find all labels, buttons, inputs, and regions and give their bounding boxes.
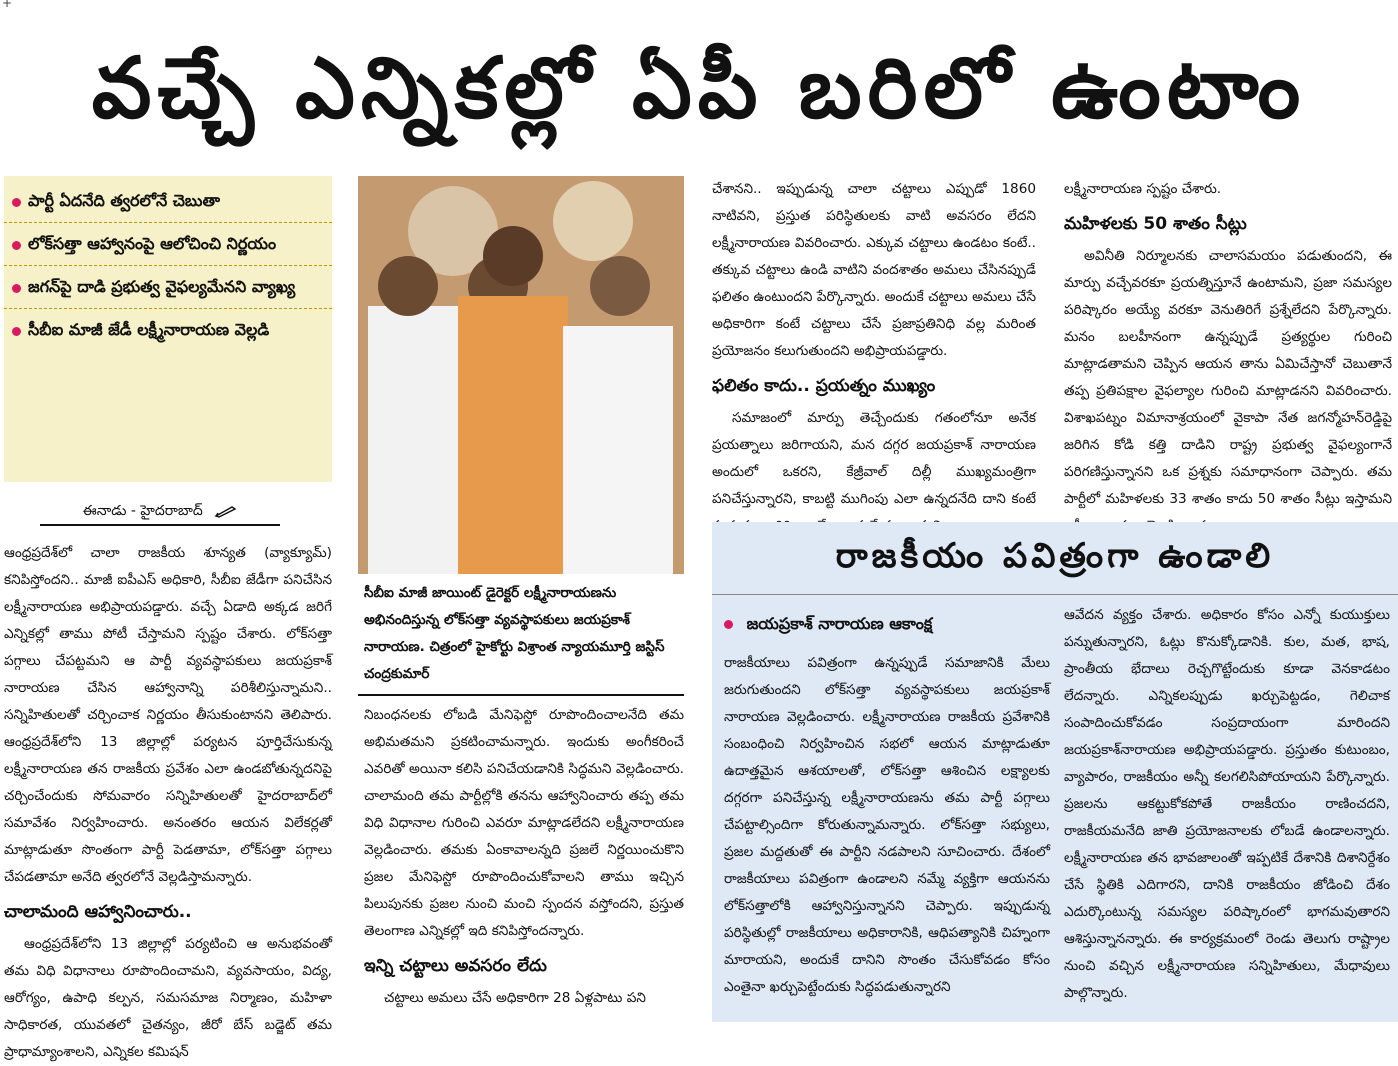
highlights-box — [4, 176, 332, 482]
highlight-item — [4, 180, 332, 223]
subheading: మహిళలకు 50 శాతం సీట్లు — [1064, 214, 1247, 234]
subheading: ఇన్ని చట్టాలు అవసరం లేదు — [364, 956, 547, 976]
photo-caption: సీబీఐ మాజీ జాయింట్ డైరెక్టర్ లక్ష్మీనారాయణను అభినందిస్తున్న లోక్‌సత్తా వ్యవస్థాపకులు జయప్రకాశ్ నారాయణ. చిత్రంలో హైకోర్టు విశ్రాంత న్యాయమూర్తి జస్టిస్ చంద్రకుమార్ — [364, 585, 665, 682]
highlight-item — [4, 223, 332, 266]
subheading: చాలామంది ఆహ్వానించారు.. — [4, 902, 192, 922]
article-column-2 — [364, 702, 684, 1022]
corner-mark: + — [2, 0, 13, 10]
box-column-2 — [1064, 602, 1390, 1020]
headline: వచ్చే ఎన్నికల్లో ఏపీ బరిలో ఉంటాం — [91, 39, 1307, 137]
highlight-text: పార్టీ ఏదనేది త్వరలోనే చెబుతా — [28, 191, 220, 210]
bullet-icon — [724, 620, 733, 629]
highlight-item — [4, 309, 332, 351]
paragraph: అవినీతి నిర్మూలనకు చాలాసమయం పడుతుందని, ఈ మార్పు వచ్చేవరకూ ప్రయత్నిస్తూనే ఉంటామని, ప్రజా సమస్యల పరిష్కారం అయ్యే వరకూ వెనుతిరిగే ప్రశ్నేలేదని పేర్కొన్నారు. మనం బలహీనంగా ఉన్నప్పుడే ప్రత్యర్థుల గురించి మాట్లాడతామని చెప్పిన ఆయన తాను ఏమిచేస్తానో చెబుతానే తప్ప ప్రతిపక్షాల వైఫల్యాల గురించి మాట్లాడనని వివరించారు. విశాఖపట్నం విమానాశ్రయంలో వైకాపా నేత జగన్మోహన్‌రెడ్డిపై జరిగిన కోడి కత్తి దాడిని రాష్ట్ర ప్రభుత్వ వైఫల్యంగానే పరిగణిస్తున్నానని ఒక ప్రశ్నకు సమాధానంగా చెప్పారు. తమ పార్టీలో మహిళలకు 33 శాతం కాదు 50 శాతం సీట్లు ఇస్తామని — [1064, 248, 1392, 507]
paragraph: రాజకీయాలు పవిత్రంగా ఉన్నప్పుడే సమాజానికి మేలు జరుగుతుందని లోక్‌సత్తా వ్యవస్థాపకులు జయప్రకాశ్ నారాయణ వెల్లడించారు. లక్ష్మీనారాయణ రాజకీయ ప్రవేశానికి సంబంధించి నిర్వహించిన సభలో ఆయన మాట్లాడుతూ ఉదాత్తమైన ఆశయాలతో, లోక్‌సత్తా ఆశించిన లక్ష్యాలకు దగ్గరగా పనిచేస్తున్న లక్ష్మీనారాయణను తమ పార్టీ పగ్గాలు చేపట్టాల్సిందిగా కోరుతున్నామన్నారు. లోక్‌సత్తా సభ్యులు, ప్రజల మద్దతుతో ఈ పార్టీని నడపాలని సూచించారు. దేశంలో రాజకీయాలు పవిత్రంగా ఉండాలని నమ్మే వ్యక్తిగా ఆయనను లోక్‌సత్తాలోకి ఆహ్వానిస్తున్నానని చెప్పారు. ఇప్పుడున్న పరిస్థితుల్లో రాజకీయాలు అధికారానికి, ఆధిపత్యానికి చిహ్నంగా మారాయని, అందుకే దానిని సొంతం చేసుకోవడం కోసం ఎంతైనా ఖర్చుపెట్టేందుకు సిద్ధపడుతున్నారని — [724, 655, 1050, 995]
byline-text: ఈనాడు - హైదరాబాద్ — [82, 503, 203, 519]
pen-icon — [215, 505, 237, 517]
article-column-4 — [1064, 176, 1392, 516]
news-photo — [358, 176, 684, 574]
box-column-1 — [724, 650, 1050, 1020]
side-article-box — [712, 522, 1398, 1022]
article-column-3 — [712, 176, 1036, 516]
paragraph: ఆవేదన వ్యక్తం చేశారు. అధికారం కోసం ఎన్నో కుయుక్తులు పన్నుతున్నారని, ఓట్లు కొనుక్కోడానికి. కుల, మత, భాష, ప్రాంతీయ భేదాలు రెచ్చగొట్టేందుకు కూడా వెనకాడటం లేదన్నారు. ఎన్నికలప్పుడు ఖర్చుపెట్టడం, గెలిచాక సంపాదించుకోవడం సంప్రదాయంగా మారిందని జయప్రకాశ్‌నారాయణ అభిప్రాయపడ్డారు. ప్రస్తుతం కుటుంబం, వ్యాపారం, రాజకీయం అన్నీ కలగలిసిపోయాయని పేర్కొన్నారు. ప్రజలను ఆకట్టుకోకపోతే రాజకీయం రాణించదని, రాజకీయమనేది జాతి ప్రయోజనాలకు లోబడే ఉండాలన్నారు. లక్ష్మీనారాయణ తన భావజాలంతో ఇప్పటికే దేశానికి దిశానిర్దేశం చేసే స్థితికి ఎదిగారని, దానికి రాజకీయం జోడించి దేశం ఎదుర్కొంటున్న సమస్యల పరిష్కారంలో భాగమవుతారని ఆశిస్తున్నానన్నారు. ఈ కార్యక్రమంలో రెండు తెలుగు రాష్ట్రాల నుంచి వచ్చిన లక్ష్మీనారాయణ సన్నిహితులు, మేధావులు పాల్గొన్నారు. — [1064, 607, 1390, 1001]
box-subheading-text: జయప్రకాశ్ నారాయణ ఆకాంక్ష — [746, 614, 933, 633]
paragraph: చట్టాలు అమలు చేసే అధికారిగా 28 ఏళ్లపాటు పని — [384, 990, 646, 1006]
bullet-icon — [12, 198, 21, 207]
highlight-item — [4, 266, 332, 309]
article-column-1 — [4, 540, 332, 1060]
divider — [712, 594, 1398, 595]
highlight-text: జగన్‌పై దాడి ప్రభుత్వ వైఫల్యమేనని వ్యాఖ్య — [28, 277, 296, 296]
photo-illustration — [358, 176, 684, 574]
paragraph: చేశానని.. ఇప్పుడున్న చాలా చట్టాలు ఎప్పుడో 1860 నాటివని, ప్రస్తుత పరిస్థితులకు వాటి అవసరం లేదని లక్ష్మీనారాయణ వివరించారు. ఎక్కువ చట్టాలు ఉండటం కంటే.. తక్కువ చట్టాలు ఉండి వాటిని వందశాతం అమలు చేసినప్పుడే ఫలితం ఉంటుందని పేర్కొన్నారు. అందుకే చట్టాలు అమలు చేసే అధికారిగా కంటే చట్టాలు చేసే ప్రజాప్రతినిధి వల్ల మరింత ప్రయోజనం కలుగుతుందని అభిప్రాయపడ్డారు. — [712, 181, 1036, 359]
highlight-text: సీబీఐ మాజీ జేడీ లక్ష్మీనారాయణ వెల్లడి — [28, 320, 270, 339]
box-subheading — [724, 604, 1054, 644]
box-title: రాజకీయం పవిత్రంగా ఉండాలి — [835, 536, 1275, 576]
paragraph: సమాజంలో మార్పు తెచ్చేందుకు గతంలోనూ అనేక ప్రయత్నాలు జరిగాయని, మన దగ్గర జయప్రకాశ్ నారాయణ అందులో ఒకరని, కేజ్రీవాల్ దిల్లీ ముఖ్యమంత్రిగా పనిచేస్తున్నారని, కాబట్టి ముగింపు ఎలా ఉన్నదనేది దాని కంటే — [712, 410, 1036, 507]
paragraph: ఆంధ్రప్రదేశ్‌లోని 13 జిల్లాల్లో పర్యటించి ఆ అనుభవంతో తమ విధి విధానాలు రూపొందించామని, వ్యవసాయం, విద్య, ఆరోగ్యం, ఉపాధి కల్పన, సమసమాజ నిర్మాణం, మహిళా సాధికారత, యువతలో చైతన్యం, జీరో బేస్ బడ్జెట్ తమ ప్రాధామ్యాంశాలని, ఎన్నికల కమిషన్ — [4, 936, 332, 1060]
bullet-icon — [12, 284, 21, 293]
byline — [40, 498, 280, 526]
highlight-text: లోక్‌సత్తా ఆహ్వానంపై ఆలోచించి నిర్ణయం — [28, 234, 277, 253]
bullet-icon — [12, 241, 21, 250]
paragraph: లక్ష్మీనారాయణ స్పష్టం చేశారు. — [1064, 181, 1222, 197]
paragraph: నిబంధనలకు లోబడి మేనిఫెస్టో రూపొందించాలనేది తమ అభిమతమని ప్రకటించామన్నారు. ఇందుకు అంగీకరించే ఎవరితో అయినా కలిసి పనిచేయడానికి సిద్ధమని వెల్లడించారు. చాలామంది తమ పార్టీల్లోకి తనను ఆహ్వానించారు తప్ప తమ విధి విధానాల గురించి ఎవరూ మాట్లాడలేదని లక్ష్మీనారాయణ వెల్లడించారు. తమకు ఏంకావాలన్నది ప్రజలే నిర్ణయించుకొని ప్రజల మేనిఫెస్టో రూపొందించుకోవాలని తాము ఇచ్చిన పిలుపునకు ప్రజల నుంచి మంచి స్పందన వస్తోందని, ప్రస్తుత తెలంగాణ ఎన్నికల్లో ఇది కనిపిస్తోందన్నారు. — [364, 707, 684, 939]
bullet-icon — [12, 327, 21, 336]
divider — [358, 694, 684, 696]
subheading: ఫలితం కాదు.. ప్రయత్నం ముఖ్యం — [712, 376, 936, 396]
paragraph: ఆంధ్రప్రదేశ్‌లో చాలా రాజకీయ శూన్యత (వ్యాక్యూమ్) కనిపిస్తోందని.. మాజీ ఐపీఎస్ అధికారి, సీబీఐ జేడీగా పనిచేసిన లక్ష్మీనారాయణ అభిప్రాయపడ్డారు. వచ్చే ఏడాది అక్కడ జరిగే ఎన్నికల్లో తాము పోటీ చేస్తామని స్పష్టం చేశారు. లోక్‌సత్తా పగ్గాలు చేపట్టమని ఆ పార్టీ వ్యవస్థాపకులు జయప్రకాశ్ నారాయణ చేసిన ఆహ్వానాన్ని పరిశీలిస్తున్నామని.. సన్నిహితులతో చర్చించాక నిర్ణయం తీసుకుంటానని తెలిపారు. ఆంధ్రప్రదేశ్‌లోని 13 జిల్లాల్లో పర్యటన పూర్తిచేసుకున్న లక్ష్మీనారాయణ తన రాజకీయ ప్రవేశం ఎలా ఉండబోతున్నదనిపై చర్చించేందుకు సోమవారం సన్నిహితులతో హైదరాబాద్‌లో సమావేశం నిర్వహించారు. అనంతరం ఆయన విలేకర్లతో మాట్లాడుతూ సొంతంగా పార్టీ పెడతామా, లోక్‌సత్తా పగ్గాలు చేపడతామా అనేది త్వరలోనే వెల్లడిస్తామన్నారు. — [4, 545, 332, 885]
